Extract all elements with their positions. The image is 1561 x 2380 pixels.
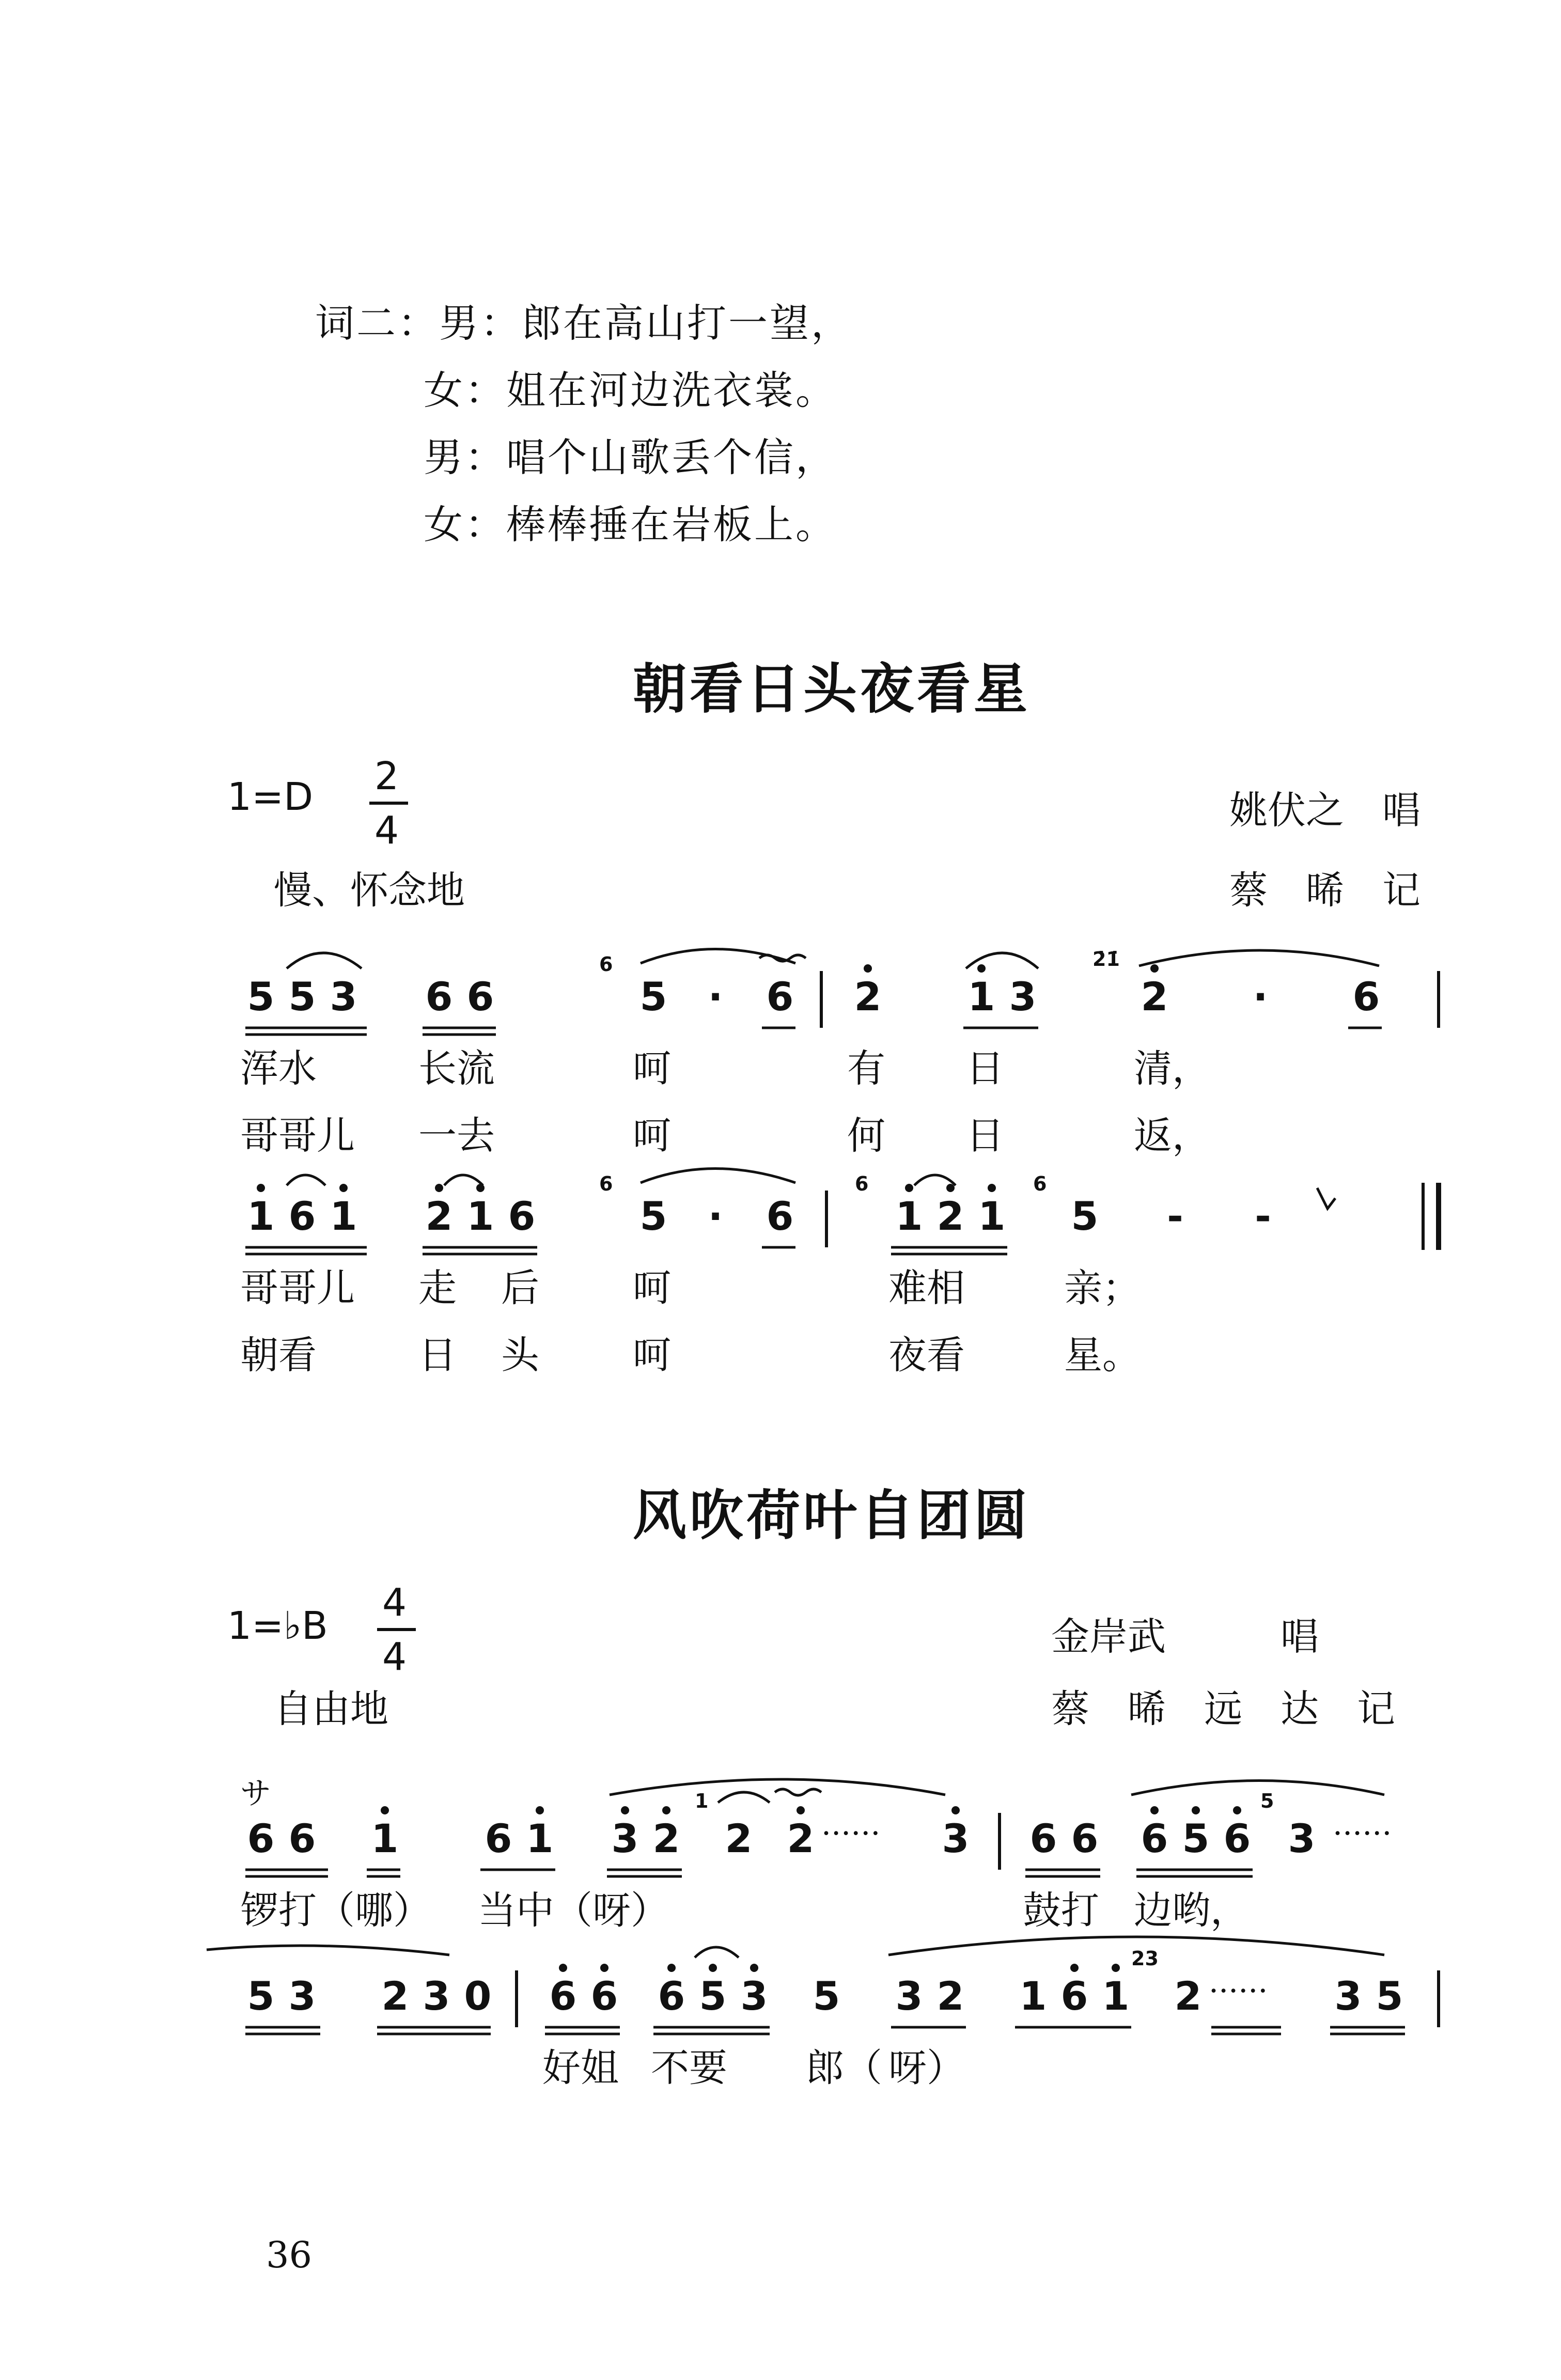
page-number: 36 [266,2234,313,2276]
lyric: 不要 [651,2046,727,2090]
lyric: 夜看 [888,1333,965,1377]
song1-row1-barlines [821,971,1439,1028]
note: 1 [978,1193,1006,1239]
lyric: 清， [1134,1046,1210,1091]
note: 1 [1102,1973,1130,2019]
song2-row2-tie-in [207,1946,449,1955]
lyric: 日 [966,1046,1004,1091]
lyric: 有 [847,1046,885,1091]
note: 3 [1009,974,1037,1020]
song2-key: 1=♭B [227,1604,328,1648]
song1-row1-underlines [245,1028,1382,1035]
lyric: 边哟， [1134,1888,1248,1933]
verse2-line-4: 女：棒棒捶在岩板上。 [424,502,837,547]
note: 6 [1141,1815,1168,1861]
song2-row2-slurs [695,1937,1384,1958]
grace-note: 6 [1033,1172,1047,1195]
note: 6 [425,974,453,1020]
note: 6 [508,1193,536,1239]
note: 3 [611,1815,639,1861]
note: 1 [1019,1973,1047,2019]
song2-row1-underlines [245,1870,1253,1876]
note: 2 [854,974,882,1020]
grace-note: 6 [599,1172,613,1195]
note: 6 [485,1815,512,1861]
grace-note: 1 [695,1790,709,1812]
lyric: 长流 [418,1046,495,1091]
song1-row2-dots [257,1184,996,1192]
verse2-line-2: 女：姐在河边洗衣裳。 [424,367,837,413]
song1-time-top: 2 [374,754,399,798]
note: 6 [590,1973,618,2019]
note: 1 [247,1193,275,1239]
note: 6 [1352,974,1380,1020]
note: 3 [1334,1973,1362,2019]
note: 2 [1174,1973,1202,2019]
lyric: 呵 [633,1266,671,1310]
note: 1 [895,1193,923,1239]
note: 5 [813,1973,840,2019]
lyric: 好姐 [542,2046,619,2090]
lyric: 走 [418,1266,457,1310]
song2-time-top: 4 [382,1580,407,1625]
note: · [708,1193,723,1239]
lyric: 何 [847,1114,885,1158]
note: 6 [1223,1815,1251,1861]
note: 6 [247,1815,275,1861]
note: 0 [464,1973,492,2019]
grace-note: 6 [855,1172,869,1195]
lyric: 鼓打 [1023,1888,1099,1933]
grace-note: 23 [1131,1947,1159,1970]
note: 6 [766,1193,794,1239]
lyric: 朝看 [240,1333,317,1377]
song2-tempo: 自由地 [274,1687,388,1731]
lyric: 呵 [633,1046,671,1091]
lyric: 亲； [1064,1266,1141,1310]
song1-title: 朝看日头夜看星 [633,657,1031,721]
lyric: 郎（ [806,2046,882,2090]
song1-key: 1=D [227,775,314,819]
note: 5 [639,1193,667,1239]
note: · [708,974,723,1020]
note: 2 [652,1815,680,1861]
song2-time-bottom: 4 [382,1635,407,1679]
note: 6 [766,974,794,1020]
note: 5 [1071,1193,1099,1239]
note: 6 [1029,1815,1057,1861]
lyric: 浑水 [240,1046,317,1091]
note: 1 [967,974,995,1020]
time-signature-lines [369,803,416,1630]
note: 6 [466,974,494,1020]
note: 6 [1060,1973,1088,2019]
note: 2 [725,1815,753,1861]
song2-row1-slurs [610,1779,1384,1803]
song1-row1-slurs [287,949,1379,969]
note: 1 [371,1815,399,1861]
note: 2 [936,1973,964,2019]
lyric: 哥哥儿 [240,1114,355,1158]
note: 2 [787,1815,815,1861]
song2-row2-barlines [517,1970,1439,2027]
song1-recorder: 蔡 晞 记 [1229,868,1420,913]
song2-recorder: 蔡 晞 远 达 记 [1051,1687,1395,1731]
note: 6 [1071,1815,1099,1861]
grace-note: 6 [599,953,613,976]
song2-row2-underlines [245,2027,1405,2034]
song1-row2-barlines [826,1183,1439,1250]
note: 5 [247,974,275,1020]
song2-title: 风吹荷叶自团圆 [633,1484,1031,1547]
lyric: 日 [418,1333,457,1377]
note-extension: ······ [821,1815,881,1852]
lyric: 返， [1134,1114,1210,1158]
note: - [1255,1193,1271,1239]
note: 1 [466,1193,494,1239]
note: 2 [936,1193,964,1239]
song2-singer: 金岸武 唱 [1051,1615,1319,1659]
note: 5 [247,1973,275,2019]
lyric: 星。 [1064,1333,1141,1377]
lyric: 锣打（哪） [240,1888,431,1933]
note: 3 [942,1815,970,1861]
lyric: 哥哥儿 [240,1266,355,1310]
note: 6 [288,1193,316,1239]
lyric: 呵 [633,1114,671,1158]
note: 1 [526,1815,554,1861]
lyric: 头 [501,1333,539,1377]
verse2-line-1: 词二：男：郎在高山打一望， [315,300,852,346]
lyric: 难相 [888,1266,965,1310]
lyric: 一去 [418,1114,495,1158]
lyric: 后 [501,1266,539,1310]
note: 2 [381,1973,409,2019]
song2-row1-dots [381,1806,1241,1814]
song1-time-bottom: 4 [374,808,399,853]
note: 5 [1182,1815,1210,1861]
note: - [1167,1193,1183,1239]
song1-row2-slurs [287,1169,1335,1209]
note: 3 [740,1973,768,2019]
note: 3 [1288,1815,1316,1861]
note: 3 [330,974,357,1020]
note: 1 [330,1193,357,1239]
song2-row2-dots [559,1964,1120,1972]
grace-note: 5 [1260,1790,1274,1812]
song1-singer: 姚伏之 唱 [1229,788,1420,833]
note: 5 [1376,1973,1403,2019]
verse2-line-3: 男：唱个山歌丢个信， [424,434,837,480]
lyric: 呵 [633,1333,671,1377]
note: 2 [1141,974,1168,1020]
note-extension: ······ [1209,1973,1268,2009]
note: 3 [895,1973,923,2019]
note-extension: ······ [1333,1815,1392,1852]
song1-tempo: 慢、怀念地 [274,868,465,913]
note: 6 [549,1973,577,2019]
lyric: 呀） [888,2046,965,2090]
grace-note: 2̇1̇ [1092,948,1120,970]
note: 6 [658,1973,685,2019]
note: 5 [639,974,667,1020]
lyric: 当中（呀） [478,1888,669,1933]
song1-row2-underlines [245,1247,1007,1254]
note: 6 [288,1815,316,1861]
note: 5 [288,974,316,1020]
note: 5 [699,1973,727,2019]
note: 3 [288,1973,316,2019]
note: 3 [423,1973,450,2019]
song1-row1-dots [864,964,1159,973]
note: 2 [425,1193,453,1239]
lyric: 日 [966,1114,1004,1158]
free-meter-mark: サ [240,1776,271,1812]
note: · [1253,974,1268,1020]
